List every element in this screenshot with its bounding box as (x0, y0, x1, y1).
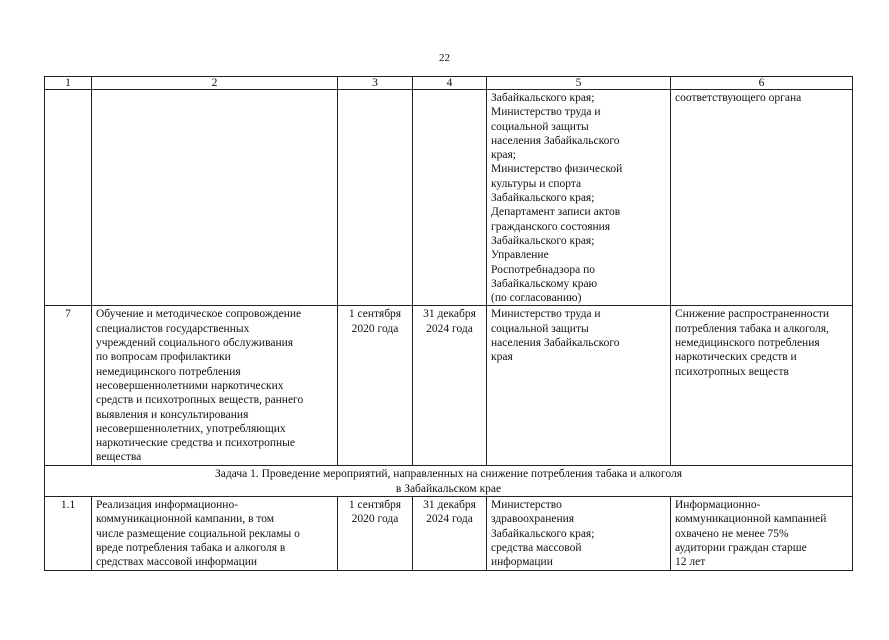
executor-line: Забайкальского края; (491, 234, 595, 247)
executors-cell (487, 306, 671, 466)
activities-table (44, 76, 853, 571)
table-row (45, 90, 853, 306)
activity-line: несовершеннолетних, употребляющих (96, 422, 286, 435)
end-date-line: 2024 года (426, 513, 473, 526)
column-number: 1 (45, 77, 92, 90)
executor-line: здравоохранения (491, 513, 575, 526)
result-cell (671, 497, 853, 571)
end-date-line: 31 декабря (423, 499, 476, 512)
executors-cell (487, 90, 671, 306)
executor-line: Министерство физической (491, 163, 623, 176)
result-cell (671, 306, 853, 466)
executor-line: населения Забайкальского (491, 134, 620, 147)
start-date-line: 2020 года (351, 513, 399, 526)
executor-line: Роспотребнадзора по (491, 263, 595, 276)
end-date-cell (413, 306, 487, 466)
executor-line: информации (491, 556, 553, 569)
executor-line: Министерство (491, 499, 562, 512)
activity-line: выявления и консультирования (96, 408, 249, 421)
activity-line: Обучение и методическое сопровождение (96, 308, 302, 321)
result-line: 12 лет (675, 556, 706, 569)
executor-line: социальной защиты (491, 322, 589, 335)
start-date-cell (338, 90, 413, 306)
start-date-line: 2020 года (351, 322, 399, 335)
activity-line: специалистов государственных (96, 322, 250, 335)
table-row (45, 306, 853, 466)
executor-line: Министерство труда и (491, 106, 601, 119)
start-date-cell (338, 497, 413, 571)
start-date-cell (338, 306, 413, 466)
executor-line: Забайкальского края; (491, 527, 595, 540)
activity-cell (92, 497, 338, 571)
end-date-line: 2024 года (426, 322, 473, 335)
column-number-row (45, 77, 853, 90)
executor-line: Департамент записи актов (491, 206, 621, 219)
executor-line: края (491, 351, 513, 364)
activity-line: средств и психотропных веществ, раннего (96, 394, 304, 407)
result-line: психотропных веществ (675, 365, 789, 378)
start-date-line: 1 сентября (348, 499, 402, 512)
activity-line: наркотические средства и психотропные (96, 437, 295, 450)
column-number: 6 (671, 77, 853, 90)
activity-cell (92, 90, 338, 306)
end-date-cell (413, 497, 487, 571)
activity-line: вреде потребления табака и алкоголя в (96, 541, 286, 554)
result-line: потребления табака и алкоголя, (675, 322, 829, 335)
activity-line: немедицинского потребления (96, 365, 241, 378)
executor-line: Управление (491, 249, 549, 262)
executor-line: Министерство труда и (491, 308, 601, 321)
activity-cell (92, 306, 338, 466)
activity-line: Реализация информационно- (96, 499, 239, 512)
executor-line: населения Забайкальского (491, 337, 620, 350)
result-line: охвачено не менее 75% (675, 527, 789, 540)
end-date-line: 31 декабря (423, 308, 476, 321)
result-line: аудитории граждан старше (675, 541, 807, 554)
executor-line: социальной защиты (491, 120, 589, 133)
result-cell (671, 90, 853, 306)
end-date-cell (413, 90, 487, 306)
executor-line: культуры и спорта (491, 177, 582, 190)
task-heading-cell (45, 466, 853, 497)
executor-line: гражданского состояния (491, 220, 611, 233)
column-number: 5 (487, 77, 671, 90)
result-line: соответствующего органа (675, 92, 802, 104)
result-line: немедицинского потребления (675, 337, 820, 350)
executor-line: Забайкальского края; (491, 192, 595, 205)
result-line: Информационно- (675, 499, 761, 512)
executor-line: Забайкальского края; (491, 92, 595, 104)
executor-line: (по согласованию) (491, 292, 582, 305)
start-date-line: 1 сентября (348, 308, 402, 321)
result-line: Снижение распространенности (675, 308, 830, 321)
page-number: 22 (439, 52, 450, 64)
result-line: коммуникационной кампанией (675, 513, 827, 526)
executors-cell (487, 497, 671, 571)
executor-line: Забайкальскому краю (491, 277, 598, 290)
activity-line: вещества (96, 451, 142, 464)
result-line: наркотических средств и (675, 351, 797, 364)
table-row (45, 497, 853, 571)
activity-line: учреждений социального обслуживания (96, 337, 294, 350)
row-number-cell: 1.1 (45, 497, 92, 571)
activity-line: по вопросам профилактики (96, 351, 231, 364)
task-heading-line: Задача 1. Проведение мероприятий, направленных на снижение потребления табака и алкоголя (215, 468, 682, 481)
row-number-cell: 7 (45, 306, 92, 466)
task-heading-line: в Забайкальском крае (395, 482, 502, 495)
activity-line: числе размещение социальной рекламы о (96, 527, 300, 540)
column-number: 4 (413, 77, 487, 90)
column-number: 2 (92, 77, 338, 90)
executor-line: края; (491, 149, 516, 162)
activity-line: несовершеннолетними наркотических (96, 379, 284, 392)
activity-line: коммуникационной кампании, в том (96, 513, 275, 526)
activity-line: средствах массовой информации (96, 556, 258, 569)
column-number: 3 (338, 77, 413, 90)
task-heading-row (45, 466, 853, 497)
executor-line: средства массовой (491, 541, 582, 554)
row-number-cell (45, 90, 92, 306)
